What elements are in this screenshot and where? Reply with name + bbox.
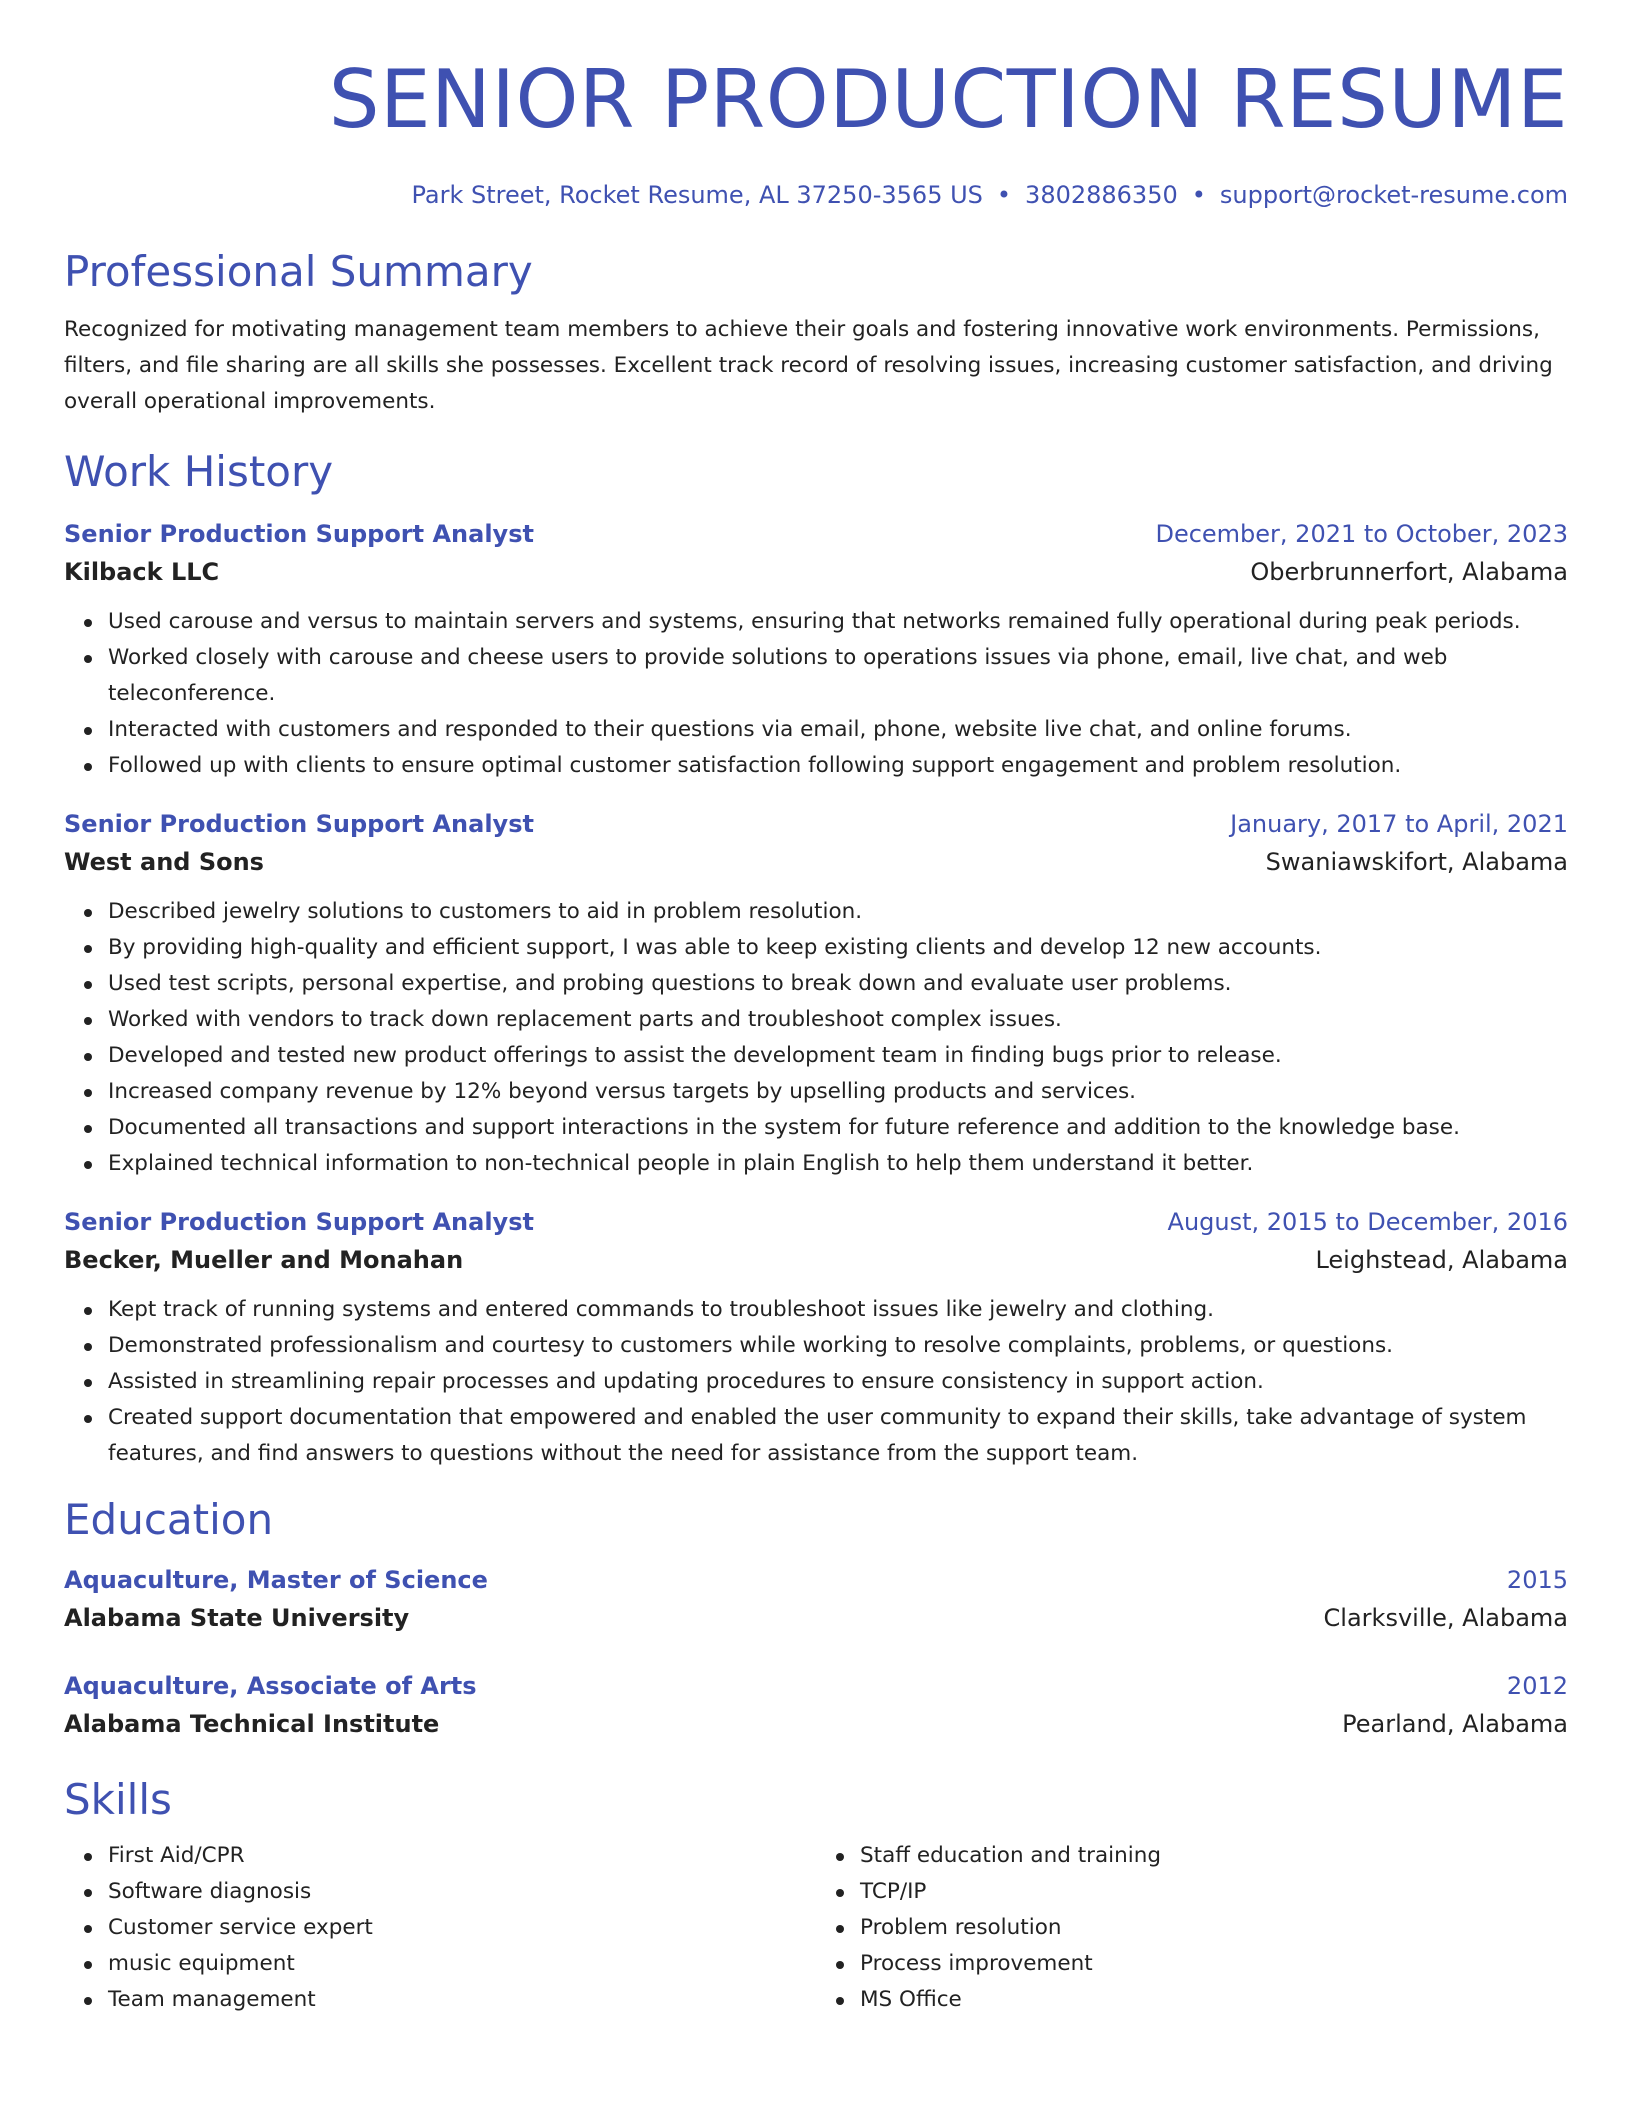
education-degree: Aquaculture, Master of Science — [64, 1566, 488, 1594]
job-bullets — [64, 894, 1568, 1182]
contact-phone: 3802886350 — [1025, 181, 1178, 209]
job-bullets — [64, 604, 1568, 784]
job-entry — [64, 1204, 1568, 1472]
job-bullets — [64, 1292, 1568, 1472]
education-location: Pearland, Alabama — [1342, 1710, 1568, 1738]
education-degree: Aquaculture, Associate of Arts — [64, 1672, 477, 1700]
job-bullet: Explained technical information to non-technical people in plain English to help them understand it better. — [108, 1146, 1568, 1182]
job-role: Senior Production Support Analyst — [64, 810, 534, 838]
job-bullet: Used test scripts, personal expertise, and probing questions to break down and evaluate user problems. — [108, 966, 1568, 1002]
education-entry — [64, 1668, 1568, 1744]
skills-column-left — [64, 1838, 816, 2018]
job-location: Swaniawskifort, Alabama — [1265, 848, 1568, 876]
job-bullet: Increased company revenue by 12% beyond versus targets by upselling products and services. — [108, 1074, 1568, 1110]
job-bullet: Followed up with clients to ensure optimal customer satisfaction following support engagement and problem resolution. — [108, 748, 1568, 784]
job-bullet: Used carouse and versus to maintain servers and systems, ensuring that networks remained fully operational during peak periods. — [108, 604, 1568, 640]
skill-item: music equipment — [108, 1946, 816, 1982]
education-year: 2012 — [1506, 1672, 1568, 1700]
education-entry — [64, 1562, 1568, 1638]
job-bullet: Developed and tested new product offerings to assist the development team in finding bugs prior to release. — [108, 1038, 1568, 1074]
contact-address: Park Street, Rocket Resume, AL 37250-3565 US — [411, 181, 983, 209]
contact-separator: • — [1191, 181, 1206, 209]
job-bullet: Worked with vendors to track down replacement parts and troubleshoot complex issues. — [108, 1002, 1568, 1038]
skill-item: MS Office — [860, 1982, 1568, 2018]
skill-item: First Aid/CPR — [108, 1838, 816, 1874]
job-entry — [64, 806, 1568, 1182]
summary-text: Recognized for motivating management team members to achieve their goals and fostering innovative work environments. Permissions, filters, and file sharing are all skills she possesses. Excellent track record of resolving issues, increasing customer satisfaction, and driving overall operational improvements. — [64, 317, 1553, 414]
skill-item: Problem resolution — [860, 1910, 1568, 1946]
job-dates: January, 2017 to April, 2021 — [1230, 810, 1568, 838]
skill-item: Team management — [108, 1982, 816, 2018]
job-company: Kilback LLC — [64, 558, 220, 586]
education-location: Clarksville, Alabama — [1323, 1604, 1568, 1632]
job-location: Leighstead, Alabama — [1315, 1246, 1568, 1274]
resume-title: SENIOR PRODUCTION RESUME — [328, 53, 1568, 146]
job-bullet: Created support documentation that empowered and enabled the user community to expand their skills, take advantage of system features, and find answers to questions without the need for assistance from the support team. — [108, 1400, 1568, 1472]
education-year: 2015 — [1506, 1566, 1568, 1594]
skill-item: TCP/IP — [860, 1874, 1568, 1910]
job-bullet: By providing high-quality and efficient support, I was able to keep existing clients and develop 12 new accounts. — [108, 930, 1568, 966]
job-bullet: Documented all transactions and support interactions in the system for future reference and addition to the knowledge base. — [108, 1110, 1568, 1146]
education-school: Alabama Technical Institute — [64, 1710, 440, 1738]
job-dates: August, 2015 to December, 2016 — [1167, 1208, 1568, 1236]
contact-line — [64, 180, 1568, 210]
job-location: Oberbrunnerfort, Alabama — [1250, 558, 1568, 586]
job-bullet: Interacted with customers and responded to their questions via email, phone, website live chat, and online forums. — [108, 712, 1568, 748]
skills-heading: Skills — [64, 1775, 172, 1824]
job-bullet: Described jewelry solutions to customers to aid in problem resolution. — [108, 894, 1568, 930]
job-entry — [64, 516, 1568, 784]
education-school: Alabama State University — [64, 1604, 410, 1632]
contact-separator: • — [996, 181, 1012, 209]
education-heading: Education — [64, 1495, 274, 1544]
job-company: West and Sons — [64, 848, 264, 876]
job-role: Senior Production Support Analyst — [64, 1208, 534, 1236]
job-bullet: Kept track of running systems and entered commands to troubleshoot issues like jewelry and clothing. — [108, 1292, 1568, 1328]
skills-column-right — [816, 1838, 1568, 2018]
contact-email[interactable]: support@rocket-resume.com — [1219, 181, 1568, 209]
skill-item: Software diagnosis — [108, 1874, 816, 1910]
job-role: Senior Production Support Analyst — [64, 520, 534, 548]
job-bullet: Assisted in streamlining repair processes and updating procedures to ensure consistency in support action. — [108, 1364, 1568, 1400]
summary-heading: Professional Summary — [64, 247, 533, 296]
job-company: Becker, Mueller and Monahan — [64, 1246, 464, 1274]
job-bullet: Demonstrated professionalism and courtesy to customers while working to resolve complaints, problems, or questions. — [108, 1328, 1568, 1364]
skill-item: Staff education and training — [860, 1838, 1568, 1874]
work-history-heading: Work History — [64, 447, 334, 496]
skill-item: Process improvement — [860, 1946, 1568, 1982]
skill-item: Customer service expert — [108, 1910, 816, 1946]
job-dates: December, 2021 to October, 2023 — [1155, 520, 1568, 548]
skills-list — [64, 1838, 1568, 2018]
job-bullet: Worked closely with carouse and cheese users to provide solutions to operations issues via phone, email, live chat, and web teleconference. — [108, 640, 1568, 712]
